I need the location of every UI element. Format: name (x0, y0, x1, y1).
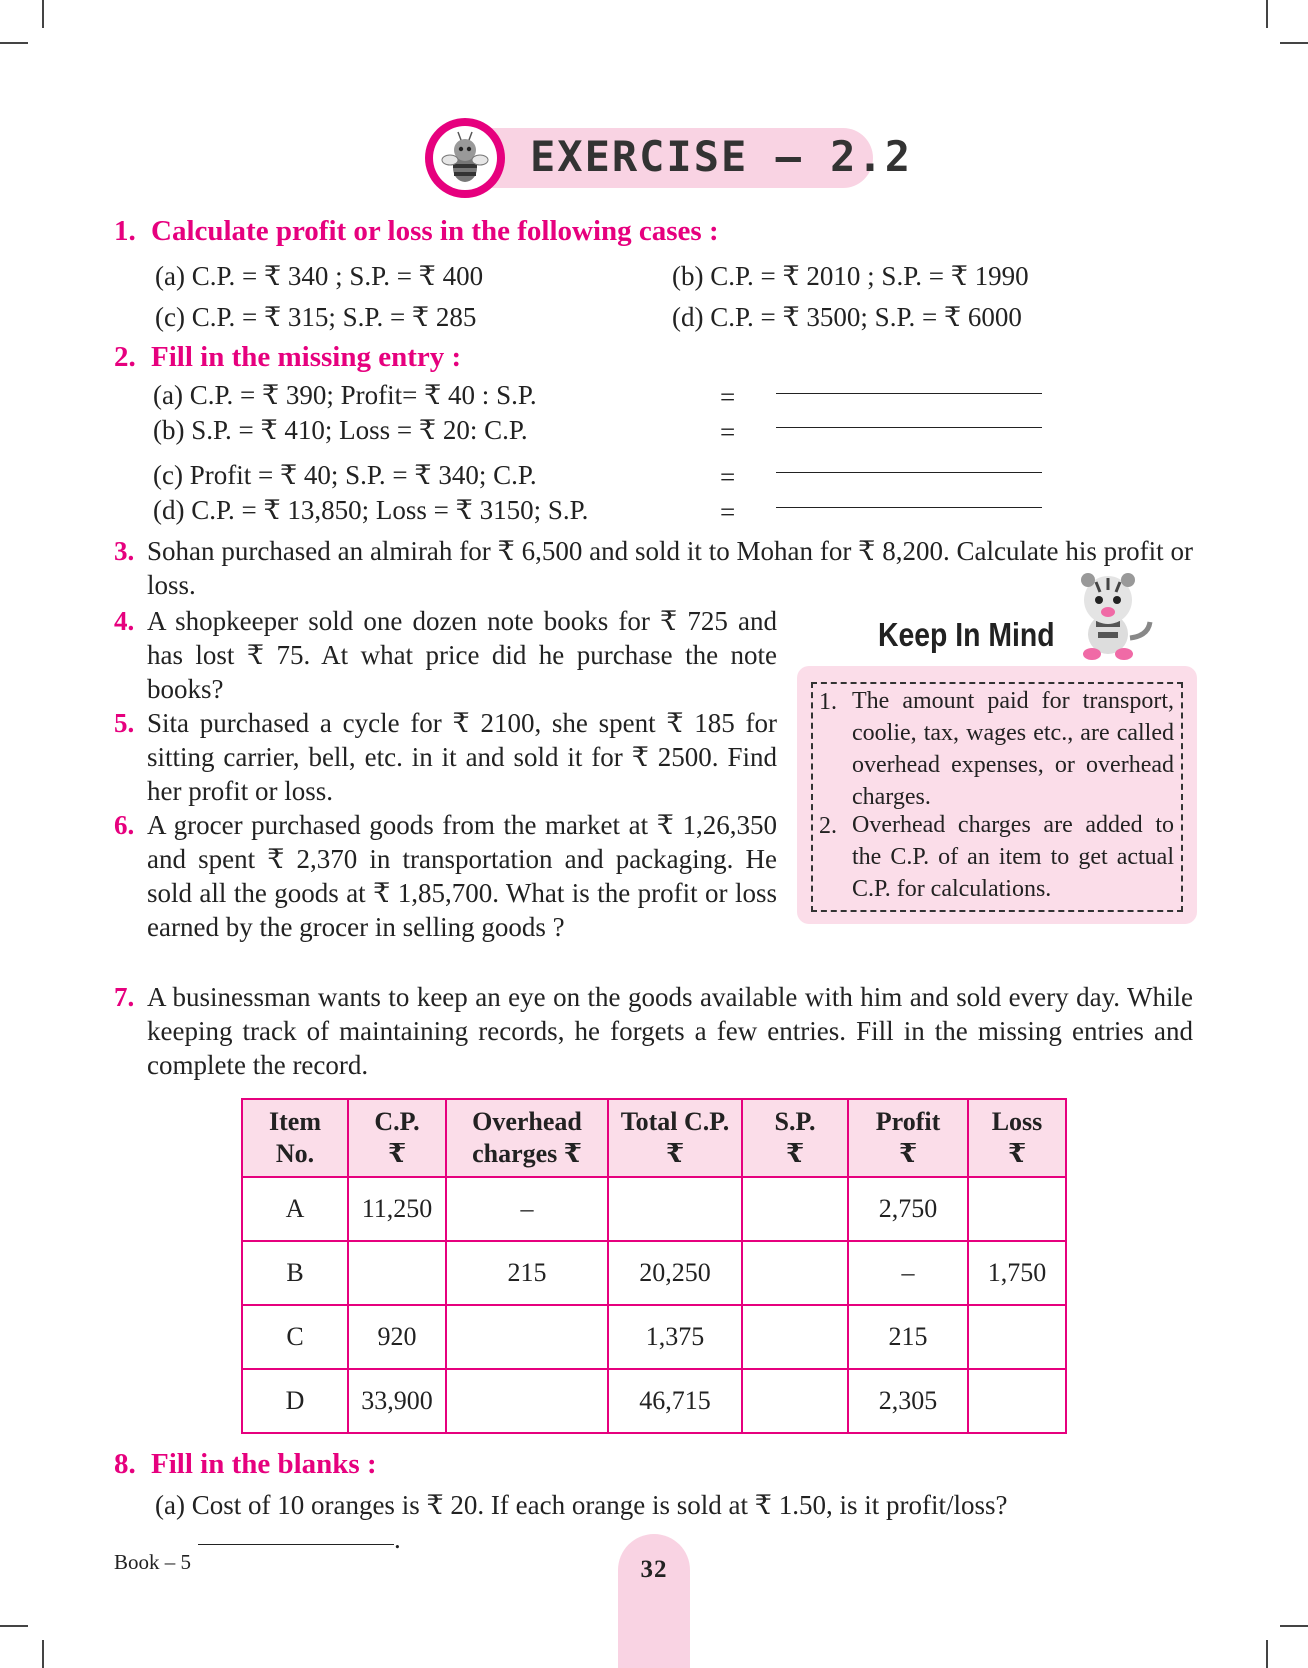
table-header-cell: C.P. ₹ (348, 1099, 446, 1177)
table-cell: – (446, 1177, 608, 1241)
q4-number: 4. (114, 606, 135, 636)
record-table (241, 1098, 1067, 1434)
table-cell: 215 (446, 1241, 608, 1305)
equals-sign: = (720, 417, 736, 447)
crop-mark (0, 1625, 28, 1627)
page-number-tab (618, 1534, 690, 1668)
table-row (242, 1241, 1066, 1305)
table-header-row (242, 1099, 1066, 1177)
q2-item-a: (a) C.P. = ₹ 390; Profit= ₹ 40 : S.P. (153, 380, 537, 410)
q6-text: A grocer purchased goods from the market at ₹ 1,26,350 and spent ₹ 2,370 in transportation and packaging. He sold all the goods at ₹ 1,85,700. What is the profit or loss earned by the grocer in selling goods ? (147, 810, 777, 942)
table-cell: 1,375 (608, 1305, 742, 1369)
answer-blank (776, 507, 1042, 508)
table-cell: 11,250 (348, 1177, 446, 1241)
bee-badge-icon (425, 118, 505, 198)
crop-mark (1280, 1625, 1308, 1627)
q8-item-a: (a) Cost of 10 oranges is ₹ 20. If each orange is sold at ₹ 1.50, is it profit/loss? (155, 1490, 1008, 1520)
table-cell (742, 1177, 848, 1241)
q2-item-d: (d) C.P. = ₹ 13,850; Loss = ₹ 3150; S.P. (153, 495, 589, 525)
exercise-title: EXERCISE – 2.2 (530, 132, 913, 181)
q2-item-c: (c) Profit = ₹ 40; S.P. = ₹ 340; C.P. (153, 460, 537, 490)
page-number: 32 (640, 1556, 668, 1583)
table-cell (968, 1305, 1066, 1369)
table-cell: 2,305 (848, 1369, 968, 1433)
table-cell (968, 1369, 1066, 1433)
table-header-cell: Loss ₹ (968, 1099, 1066, 1177)
answer-blank (198, 1544, 394, 1545)
table-cell: 2,750 (848, 1177, 968, 1241)
table-cell: 33,900 (348, 1369, 446, 1433)
table-cell (446, 1369, 608, 1433)
table-cell: C (242, 1305, 348, 1369)
blank-end-period: . (394, 1524, 401, 1554)
q1-item-d: (d) C.P. = ₹ 3500; S.P. = ₹ 6000 (672, 302, 1022, 332)
q2-item-b: (b) S.P. = ₹ 410; Loss = ₹ 20: C.P. (153, 415, 528, 445)
q3-text: Sohan purchased an almirah for ₹ 6,500 and sold it to Mohan for ₹ 8,200. Calculate his profit or loss. (147, 536, 1193, 600)
table-cell: A (242, 1177, 348, 1241)
table-cell (348, 1241, 446, 1305)
crop-mark (0, 42, 28, 44)
q1-item-a: (a) C.P. = ₹ 340 ; S.P. = ₹ 400 (155, 261, 484, 291)
q3-number: 3. (114, 536, 135, 566)
table-cell (742, 1241, 848, 1305)
crop-mark (42, 1640, 44, 1668)
exercise-banner (425, 118, 913, 208)
kim-point-num: 2. (819, 813, 837, 839)
q1-item-c: (c) C.P. = ₹ 315; S.P. = ₹ 285 (155, 302, 477, 332)
kim-point-text: The amount paid for transport, coolie, tax, wages etc., are called overhead expenses, or overhead charges. (852, 688, 1174, 810)
q4-text: A shopkeeper sold one dozen note books for ₹ 725 and has lost ₹ 75. At what price did he purchase the note books? (147, 606, 777, 704)
table-cell: – (848, 1241, 968, 1305)
q8-heading: Fill in the blanks : (151, 1448, 377, 1480)
crop-mark (42, 0, 44, 28)
tiger-mascot-icon (1058, 566, 1158, 666)
q7-number: 7. (114, 982, 135, 1012)
table-cell: 215 (848, 1305, 968, 1369)
book-label: Book – 5 (114, 1550, 192, 1574)
table-cell: 46,715 (608, 1369, 742, 1433)
table-cell (742, 1305, 848, 1369)
q2-heading: Fill in the missing entry : (151, 341, 462, 373)
table-cell: 20,250 (608, 1241, 742, 1305)
q2-number: 2. (114, 341, 136, 373)
kim-point-num: 1. (819, 689, 837, 715)
q7-text: A businessman wants to keep an eye on the goods available with him and sold every day. While keeping track of maintaining records, he forgets a few entries. Fill in the missing entries and complete the record. (147, 982, 1193, 1080)
q1-heading-line (114, 215, 719, 248)
table-cell (968, 1177, 1066, 1241)
table-row (242, 1177, 1066, 1241)
equals-sign: = (720, 382, 736, 412)
q5-text: Sita purchased a cycle for ₹ 2100, she spent ₹ 185 for sitting carrier, bell, etc. in it and sold it for ₹ 2500. Find her profit or loss. (147, 708, 777, 806)
q8-number: 8. (114, 1448, 136, 1480)
q1-number: 1. (114, 215, 136, 247)
q1-heading: Calculate profit or loss in the following cases : (151, 215, 719, 247)
q8-heading-line (114, 1448, 377, 1481)
q2-heading-line (114, 341, 461, 374)
table-cell (608, 1177, 742, 1241)
table-row (242, 1369, 1066, 1433)
answer-blank (776, 472, 1042, 473)
kim-point-text: Overhead charges are added to the C.P. of an item to get actual C.P. for calculations. (852, 812, 1174, 902)
crop-mark (1266, 1640, 1268, 1668)
crop-mark (1266, 0, 1268, 28)
crop-mark (1280, 42, 1308, 44)
table-header-cell: Total C.P. ₹ (608, 1099, 742, 1177)
table-header-cell: Overhead charges ₹ (446, 1099, 608, 1177)
table-cell (742, 1369, 848, 1433)
answer-blank (776, 427, 1042, 428)
table-header-cell: Profit ₹ (848, 1099, 968, 1177)
table-cell: 920 (348, 1305, 446, 1369)
table-cell (446, 1305, 608, 1369)
table-cell: B (242, 1241, 348, 1305)
q5-number: 5. (114, 708, 135, 738)
q1-item-b: (b) C.P. = ₹ 2010 ; S.P. = ₹ 1990 (672, 261, 1029, 291)
table-cell: 1,750 (968, 1241, 1066, 1305)
equals-sign: = (720, 497, 736, 527)
table-cell: D (242, 1369, 348, 1433)
q6-number: 6. (114, 810, 135, 840)
table-header-cell: S.P. ₹ (742, 1099, 848, 1177)
keep-in-mind-title: Keep In Mind (878, 616, 1055, 653)
answer-blank (776, 393, 1042, 394)
table-header-cell: Item No. (242, 1099, 348, 1177)
table-row (242, 1305, 1066, 1369)
equals-sign: = (720, 462, 736, 492)
